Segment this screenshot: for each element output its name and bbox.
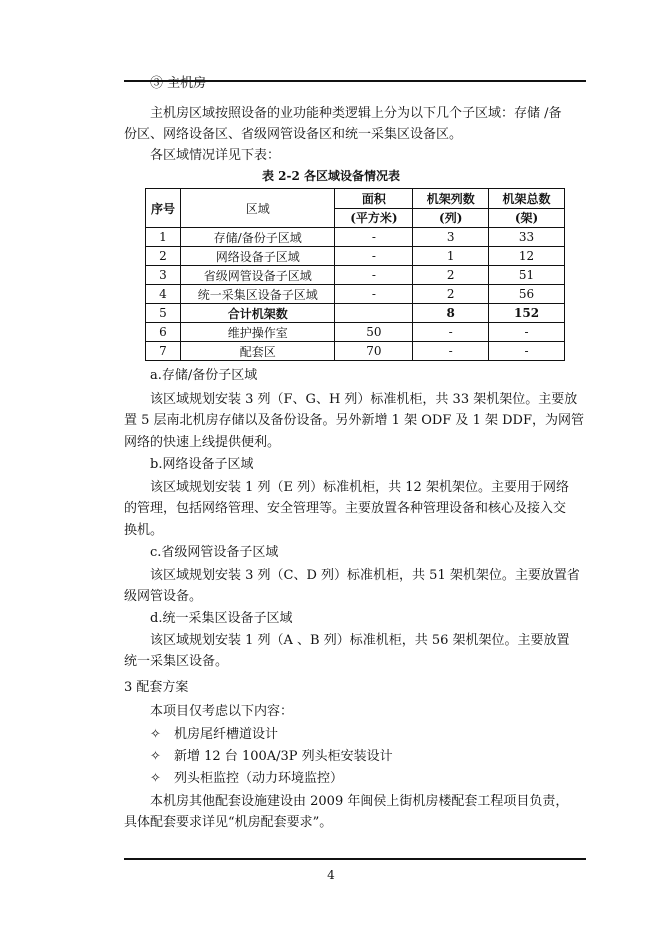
support-heading: 3 配套方案 (124, 680, 189, 695)
cell-cols: 3 (413, 228, 489, 247)
page-number: 4 (327, 868, 335, 882)
sub-d-line-2: 统一采集区设备。 (124, 654, 229, 669)
cell-seq: 4 (146, 285, 181, 304)
cell-cols: 2 (413, 285, 489, 304)
support-intro: 本项目仅考虑以下内容： (150, 704, 294, 719)
sub-a-line-1: 该区域规划安装 3 列（F、G、H 列）标准机柜，共 33 架机架位。主要放 (150, 392, 578, 407)
cell-seq: 2 (146, 247, 181, 266)
sub-d-line-1: 该区域规划安装 1 列（A 、B 列）标准机柜，共 56 架机架位。主要放置 (150, 633, 570, 648)
cell-cols: - (413, 323, 489, 342)
intro-line-2: 份区、网络设备区、省级网管设备区和统一采集区设备区。 (124, 127, 463, 142)
cell-cols: 2 (413, 266, 489, 285)
cell-size: 50 (335, 323, 413, 342)
equipment-table (145, 188, 565, 361)
header-racks: 机架总数 (489, 189, 565, 209)
sub-b-line-3: 换机。 (124, 523, 164, 538)
list-item (150, 769, 343, 789)
closing-line-2: 具体配套要求详见“机房配套要求”。 (124, 815, 333, 830)
table-row-total (146, 304, 565, 323)
closing-line-1: 本机房其他配套设施建设由 2009 年闽侯上街机房楼配套工程项目负责， (150, 794, 569, 809)
header-cols-unit: (列) (413, 208, 489, 228)
cell-area: 配套区 (180, 342, 335, 361)
cell-size (335, 304, 413, 323)
cell-racks: 56 (489, 285, 565, 304)
cell-cols: 1 (413, 247, 489, 266)
cell-size: - (335, 228, 413, 247)
table-row (146, 285, 565, 304)
header-racks-unit: (架) (489, 208, 565, 228)
sub-d-title: d.统一采集区设备子区域 (150, 611, 293, 626)
cell-seq: 5 (146, 304, 181, 323)
diamond-bullet-icon: ✧ (150, 771, 161, 786)
cell-seq: 7 (146, 342, 181, 361)
cell-seq: 1 (146, 228, 181, 247)
cell-area: 维护操作室 (180, 323, 335, 342)
cell-area: 合计机架数 (180, 304, 335, 323)
cell-racks: - (489, 342, 565, 361)
sub-a-title: a.存储/备份子区域 (150, 368, 258, 383)
table-header-row (146, 189, 565, 209)
list-item (150, 747, 393, 767)
footer-rule (124, 858, 586, 860)
header-cols: 机架列数 (413, 189, 489, 209)
table-row (146, 342, 565, 361)
cell-cols: - (413, 342, 489, 361)
table-row (146, 323, 565, 342)
cell-racks: 152 (489, 304, 565, 323)
cell-size: - (335, 247, 413, 266)
cell-cols: 8 (413, 304, 489, 323)
sub-b-line-1: 该区域规划安装 1 列（E 列）标准机柜，共 12 架机架位。主要用于网络 (150, 480, 569, 495)
table-row (146, 266, 565, 285)
table-row (146, 247, 565, 266)
cell-seq: 3 (146, 266, 181, 285)
header-size-unit: (平方米) (335, 208, 413, 228)
sub-c-title: c.省级网管设备子区域 (150, 545, 279, 560)
sub-c-line-2: 级网管设备。 (124, 589, 203, 604)
list-item-text: 新增 12 台 100A/3P 列头柜安装设计 (174, 749, 393, 764)
intro-line-3: 各区域情况详见下表： (150, 148, 281, 163)
cell-area: 存储/备份子区域 (180, 228, 335, 247)
diamond-bullet-icon: ✧ (150, 727, 161, 742)
intro-line-1: 主机房区域按照设备的业功能种类逻辑上分为以下几个子区域：存储 /备 (150, 106, 562, 121)
cell-area: 省级网管设备子区域 (180, 266, 335, 285)
sub-c-line-1: 该区域规划安装 3 列（C、D 列）标准机柜，共 51 架机架位。主要放置省 (150, 568, 580, 583)
cell-racks: 12 (489, 247, 565, 266)
list-item-text: 列头柜监控（动力环境监控） (174, 771, 344, 786)
cell-area: 网络设备子区域 (180, 247, 335, 266)
list-item-text: 机房尾纤槽道设计 (174, 727, 279, 742)
diamond-bullet-icon: ✧ (150, 749, 161, 764)
header-area: 区域 (180, 189, 335, 228)
table-caption: 表 2-2 各区域设备情况表 (261, 169, 401, 183)
header-size: 面积 (335, 189, 413, 209)
header-seq: 序号 (146, 189, 181, 228)
cell-racks: - (489, 323, 565, 342)
table-row (146, 228, 565, 247)
cell-size: - (335, 266, 413, 285)
sub-b-line-2: 的管理，包括网络管理、安全管理等。主要放置各种管理设备和核心及接入交 (124, 501, 567, 516)
sub-a-line-3: 网络的快速上线提供便利。 (124, 435, 281, 450)
cell-area: 统一采集区设备子区域 (180, 285, 335, 304)
list-item (150, 725, 278, 745)
cell-size: - (335, 285, 413, 304)
sub-b-title: b.网络设备子区域 (150, 457, 254, 472)
cell-racks: 51 (489, 266, 565, 285)
cell-seq: 6 (146, 323, 181, 342)
section-heading: ③ 主机房 (150, 76, 207, 91)
cell-size: 70 (335, 342, 413, 361)
sub-a-line-2: 置 5 层南北机房存储以及备份设备。另外新增 1 架 ODF 及 1 架 DDF，为网管 (124, 413, 584, 428)
cell-racks: 33 (489, 228, 565, 247)
